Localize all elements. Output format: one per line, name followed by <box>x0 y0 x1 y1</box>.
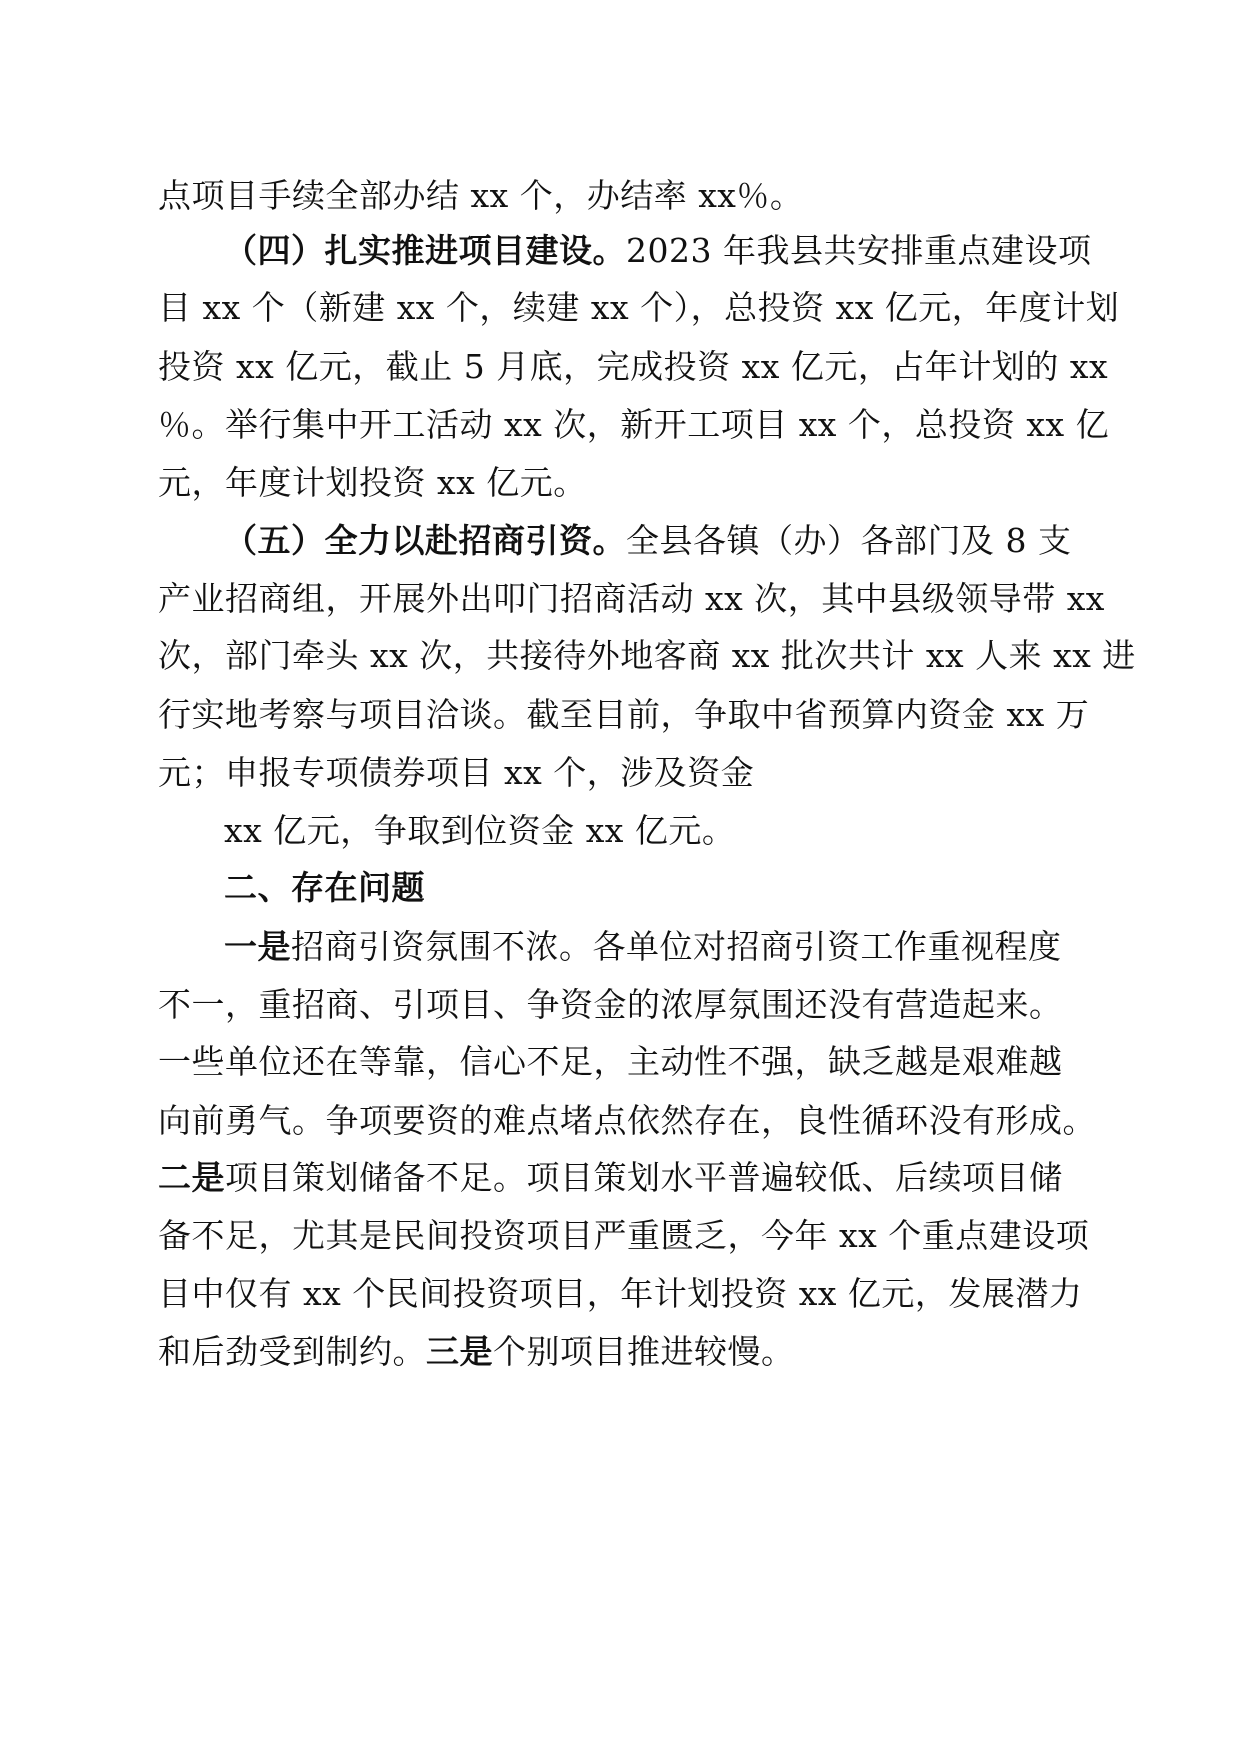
point-label: 一是 <box>224 927 291 966</box>
text-line: （四）扎实推进项目建设。2023 年我县共安排重点建设项 <box>224 231 1092 270</box>
text-line: ％。举行集中开工活动 xx 次，新开工项目 xx 个，总投资 xx 亿 <box>158 405 1110 444</box>
text-line: 一些单位还在等靠，信心不足，主动性不强，缺乏越是艰难越 <box>158 1042 1063 1081</box>
text-line: 备不足，尤其是民间投资项目严重匮乏，今年 xx 个重点建设项 <box>158 1216 1090 1255</box>
text-line: 目中仅有 xx 个民间投资项目，年计划投资 xx 亿元，发展潜力 <box>158 1274 1083 1313</box>
section-heading: （五）全力以赴招商引资。 <box>224 521 626 560</box>
text-line: 目 xx 个（新建 xx 个，续建 xx 个），总投资 xx 亿元，年度计划 <box>158 288 1120 327</box>
text-line: 点项目手续全部办结 xx 个，办结率 xx％。 <box>158 176 804 215</box>
text-line: 产业招商组，开展外出叩门招商活动 xx 次，其中县级领导带 xx <box>158 579 1105 618</box>
text-line: 投资 xx 亿元，截止 5 月底，完成投资 xx 亿元，占年计划的 xx <box>158 347 1109 386</box>
point-label: 二是 <box>158 1158 225 1197</box>
text-line: （五）全力以赴招商引资。全县各镇（办）各部门及 8 支 <box>224 521 1072 560</box>
text-line: 次，部门牵头 xx 次，共接待外地客商 xx 批次共计 xx 人来 xx 进 <box>158 636 1136 675</box>
text-line: 不一，重招商、引项目、争资金的浓厚氛围还没有营造起来。 <box>158 985 1063 1024</box>
text-line: 行实地考察与项目洽谈。截至目前，争取中省预算内资金 xx 万 <box>158 695 1090 734</box>
text-line: 一是招商引资氛围不浓。各单位对招商引资工作重视程度 <box>224 927 1062 966</box>
point-label: 三是 <box>426 1332 493 1371</box>
section-heading: （四）扎实推进项目建设。 <box>224 231 626 270</box>
text-line: 二是项目策划储备不足。项目策划水平普遍较低、后续项目储 <box>158 1158 1063 1197</box>
text-line: xx 亿元，争取到位资金 xx 亿元。 <box>224 811 736 850</box>
text-line: 向前勇气。争项要资的难点堵点依然存在，良性循环没有形成。 <box>158 1101 1096 1140</box>
text-line: 元；申报专项债券项目 xx 个，涉及资金 <box>158 753 755 792</box>
section-heading: 二、存在问题 <box>224 868 425 907</box>
text-line <box>224 868 425 908</box>
text-line: 和后劲受到制约。三是个别项目推进较慢。 <box>158 1332 795 1371</box>
text-line: 元，年度计划投资 xx 亿元。 <box>158 463 587 502</box>
